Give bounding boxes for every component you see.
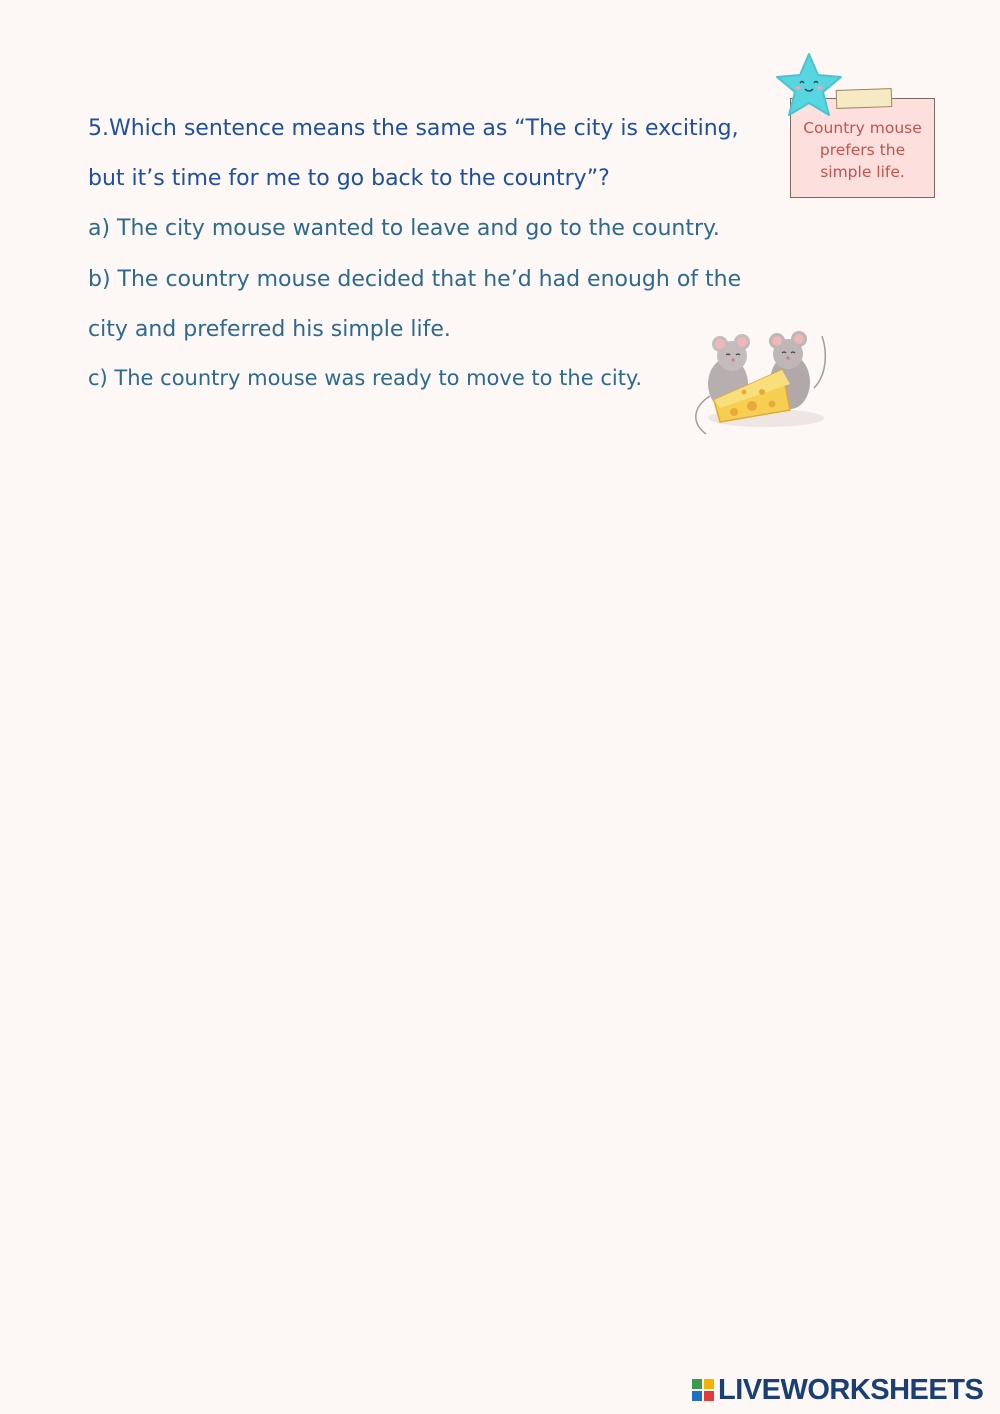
tape-strip [836, 88, 893, 109]
option-a[interactable]: a) The city mouse wanted to leave and go to the country. [88, 216, 720, 241]
sticky-note-text: Country mouse prefers the simple life. [803, 119, 922, 181]
smiling-star-icon [774, 52, 844, 118]
question-line-1: 5.Which sentence means the same as “The city is exciting, [88, 116, 739, 141]
question-line-2: but it’s time for me to go back to the country”? [88, 166, 610, 191]
logo-squares-icon [692, 1379, 716, 1401]
option-b-line-2[interactable]: city and preferred his simple life. [88, 317, 451, 342]
mice-with-cheese-illustration [686, 326, 836, 438]
brand-name: LIVEWORKSHEETS [718, 1374, 984, 1406]
option-c[interactable]: c) The country mouse was ready to move to the city. [88, 366, 643, 390]
option-b-line-1[interactable]: b) The country mouse decided that he’d had enough of the [88, 267, 742, 292]
